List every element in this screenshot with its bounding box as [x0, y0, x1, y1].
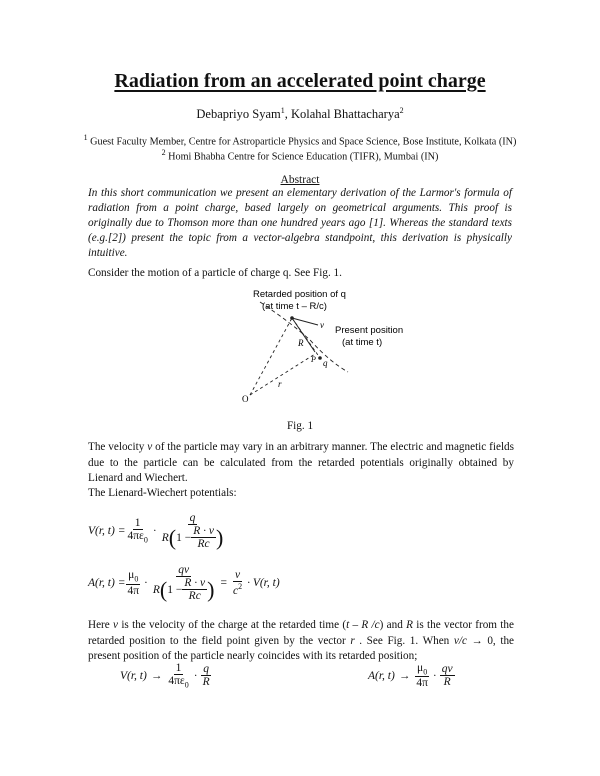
- fig-label-present-1: Present position: [335, 325, 404, 336]
- author-separator: ,: [284, 107, 291, 122]
- affiliation-2-text: Homi Bhabha Centre for Science Education (TIFR), Mumbai (IN): [168, 151, 439, 163]
- eq-V-one: 1: [134, 517, 141, 530]
- p1-part1: The velocity: [88, 441, 148, 453]
- eq-A-Rc: Rc: [188, 590, 201, 602]
- eq-Vl-4pieps: 4πε: [168, 675, 185, 687]
- p3-e: . See Fig. 1. When: [354, 634, 454, 647]
- eq-Al-R: R: [443, 676, 451, 689]
- fig-O-to-retarded: [250, 318, 292, 395]
- eq-A-prefactor: [125, 569, 141, 596]
- paragraph-lw: The Lienard-Wiechert potentials:: [88, 487, 237, 499]
- fig-label-q: q: [323, 358, 328, 368]
- eq-A-timesV: · V(r, t): [247, 577, 280, 589]
- equation-A: A(r, t) = $\frac{\mu_0}{4\pi}$ · qv R ( 1 − $\frac{R \cdot v}{Rc}$ ) = $\frac{v}{c^2}$ · V(r, t): [88, 564, 280, 602]
- p1-v: v: [147, 441, 153, 453]
- eq-A-main-frac: qv R ( 1 − $\frac{R \cdot v}{Rc}$ ): [152, 564, 215, 602]
- affiliation-2: [0, 148, 600, 162]
- p3-c: ) and: [379, 619, 407, 631]
- fig-trajectory: [260, 302, 348, 372]
- author-1: Debapriyo Syam: [196, 107, 281, 122]
- eq-Al-sub0: 0: [423, 667, 428, 677]
- p1-part2: of the particle may vary in an arbitrary manner. The electric and magnetic fields due to the particle can be calculated from the retarded potentials originally obtained by Lienard and Wiechert.: [88, 441, 515, 484]
- equation-V: V(r, t) = $\frac{1}{4\pi\varepsilon_0}$ · q R ( 1 − $\frac{R \cdot v}{Rc}$ ): [88, 512, 224, 550]
- eq-Vl-q: q: [203, 663, 209, 676]
- eq-Vl-R: R: [202, 676, 210, 689]
- fig-label-r: r: [278, 379, 282, 389]
- abstract-text: In this short communication we present an elementary derivation of the Larmor's formula of radiation from a point charge, based largely on geometrical arguments. This proof is originally due to Thomson more than one hundred years ago [1]. Whereas the standard texts (e.g.[2]) present the topic from a vector-algebra standpoint, this derivation is physically intuitive.: [88, 187, 512, 259]
- eq-Al-arrow: →: [398, 669, 411, 682]
- eq-A-4pi: 4π: [127, 584, 140, 597]
- fig-label-R: R: [298, 338, 304, 348]
- eq-A-R: R: [152, 583, 160, 596]
- equation-A-limit: A(r, t) → $\frac{\mu_0}{4\pi}$ · $\frac{qv}{R}$: [368, 662, 453, 690]
- p3-f: → 0, the present position of the particle nearly coincides with its retarded position;: [88, 634, 515, 662]
- eq-Vl-one: 1: [175, 662, 182, 674]
- eq-A-equals: =: [220, 577, 227, 589]
- paper-title: Radiation from an accelerated point charge: [114, 70, 486, 92]
- intro-paragraph: Consider the motion of a particle of charge q. See Fig. 1.: [88, 267, 342, 279]
- fig-retarded-point: [290, 316, 294, 320]
- p3-ratio: v/c: [453, 634, 467, 647]
- p3-b: is the velocity of the charge at the retarded time (: [118, 619, 347, 631]
- eq-A-mu: μ: [128, 569, 135, 582]
- eq-V-Rc: Rc: [197, 538, 210, 550]
- figure-caption: Fig. 1: [286, 420, 314, 432]
- fig-r-vector: [250, 354, 315, 395]
- fig-label-present-2: (at time t): [342, 337, 383, 348]
- eq-V-sub0: 0: [143, 535, 148, 545]
- fig-label-retarded-1: Retarded position of q: [253, 289, 346, 300]
- eq-V-lhs: V(r, t) =: [88, 525, 126, 537]
- eq-A-c: c: [232, 584, 239, 597]
- equation-V-limit: V(r, t) → $\frac{1}{4\pi\varepsilon_0}$ · $\frac{q}{R}$: [120, 662, 210, 690]
- eq-Vl-sub0: 0: [184, 680, 189, 690]
- eq-V-q: q: [189, 512, 196, 524]
- eq-Al-mu: μ: [417, 662, 424, 674]
- author-1-sup: 1: [280, 106, 285, 115]
- author-2-sup: 2: [399, 106, 404, 115]
- fig-label-P: P: [311, 355, 316, 364]
- p3-a: Here: [88, 619, 114, 631]
- eq-A-v: v: [234, 569, 241, 582]
- eq-A-Rdotv: R · v: [184, 577, 206, 589]
- paragraph-velocity: [88, 440, 514, 487]
- author-2: Kolahal Bhattacharya: [290, 107, 400, 122]
- eq-A-sub0: 0: [134, 574, 139, 584]
- eq-V-4pieps: 4πε: [127, 530, 144, 543]
- eq-A-qv: qv: [178, 564, 190, 576]
- eq-Al-4pi: 4π: [416, 677, 428, 690]
- affiliation-1-text: Guest Faculty Member, Centre for Astroparticle Physics and Space Science, Bose Institute, Kolkata (IN): [90, 136, 517, 148]
- eq-V-one-minus: 1 −: [176, 531, 192, 544]
- fig-present-point: [318, 356, 322, 360]
- fig-label-retarded-2: (at time t – R/c): [262, 301, 327, 312]
- p3-time: t – R /c: [346, 619, 380, 631]
- abstract-heading: Abstract: [280, 174, 320, 186]
- eq-Al-qv: qv: [441, 663, 453, 676]
- affiliation-1-sup: 1: [83, 133, 88, 142]
- fig-label-v: v: [320, 320, 324, 330]
- affiliation-2-sup: 2: [161, 148, 166, 157]
- eq-A-one-minus: 1 −: [167, 583, 183, 596]
- eq-V-prefactor: [125, 517, 149, 544]
- eq-V-R: R: [161, 531, 169, 544]
- paragraph-here: Here v is the velocity of the charge at the retarded time (t – R /c) and R is the vector from the retarded position to the field point given by the vector r . See Fig. 1. When v/c → 0, the present position of the particle nearly coincides with its retarded position;: [88, 619, 515, 662]
- eq-A-lhs: A(r, t) =: [88, 577, 126, 589]
- eq-V-main-frac: q R ( 1 − $\frac{R \cdot v}{Rc}$ ): [161, 512, 224, 550]
- eq-A-v-over-c2: $\frac{v}{c^2}$: [232, 569, 243, 597]
- fig-label-O: O: [242, 394, 249, 404]
- p3-d: is the vector from the retarded position to the field point given by the vector: [88, 619, 514, 647]
- authors: [0, 106, 600, 122]
- affiliation-1: [0, 133, 600, 147]
- figure-1: [220, 282, 420, 414]
- eq-Vl-arrow: →: [150, 669, 163, 682]
- eq-V-Rdotv: R · v: [193, 525, 214, 537]
